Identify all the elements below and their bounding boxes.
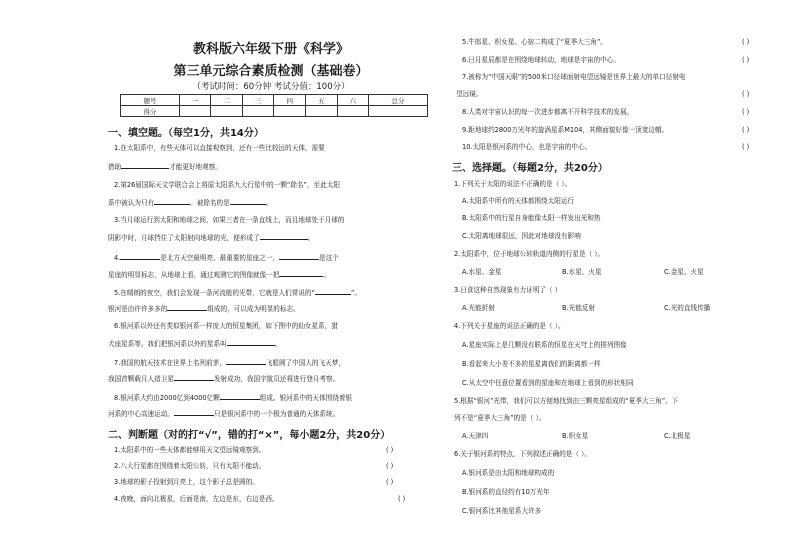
choice-question-cont: 列不是“夏季大三角”的是（ ）。: [454, 414, 546, 422]
answer-blank[interactable]: [230, 197, 266, 205]
judge-item: 8.人类对宇宙认识的每一次进步都离不开科学技术的发展。: [462, 108, 634, 116]
exam-subtitle: 第三单元综合素质检测（基础卷）: [173, 64, 369, 79]
choice-question: 3.日食这种自然现象有力证明了（ ）: [454, 286, 562, 294]
judge-item: 6.日月星辰都是在围绕地球转动，地球是宇宙的中心。: [462, 56, 620, 64]
choice-option[interactable]: B.织女星: [562, 432, 589, 440]
q3-line-a: 3.当月球运行到太阳和地球之间，如果三者在一条直线上，而且地球处于月球的: [114, 216, 345, 224]
judge-answer-paren[interactable]: ( ): [386, 446, 394, 454]
choice-option[interactable]: A.天津四: [462, 432, 489, 440]
choice-option[interactable]: A.星座实际上是几颗没有联系的恒星在天穹上的排列图像: [462, 341, 627, 349]
choice-option[interactable]: A.银河系是由太阳和地球构成的: [462, 469, 555, 477]
choice-option[interactable]: B.光能反射: [562, 304, 595, 312]
answer-blank[interactable]: [260, 232, 308, 240]
answer-blank[interactable]: [167, 303, 207, 311]
exam-title: 教科版六年级下册《科学》: [192, 42, 349, 57]
section2-heading: 二、判断题（对的打“√”，错的打“×”，每小题2分，共20分）: [108, 430, 391, 441]
choice-option[interactable]: A.太阳系中所有的天体都围绕太阳运行: [462, 197, 574, 205]
q8-line-b: 河系的中心高速运动。 只是银河系中的一个极为普通的天体系统。: [108, 410, 340, 418]
score-table-header-row: [121, 95, 428, 106]
judge-item: 5.牛郎星、织女星、心宿二构成了“夏季大三角”。: [462, 38, 607, 46]
right-column: [452, 0, 782, 550]
choice-option[interactable]: B.银河系的直径约有10万光年: [462, 488, 550, 496]
q4-line-a: 4. 是北方天空最明亮、最重要的星座之一， 是这个: [114, 254, 339, 262]
choice-option[interactable]: A.光能折射: [462, 304, 495, 312]
judge-item: 10.太阳是银河系的中心，也是宇宙的中心。: [462, 143, 592, 151]
choice-option[interactable]: C.从太空中任意位置看到的星座和在地球上看到的形状相同: [462, 379, 634, 387]
choice-option[interactable]: B.看起来大小差不多的星星离我们的距离都一样: [462, 360, 601, 368]
choice-option[interactable]: C.太阳离地球很远，因此对地球没有影响: [462, 232, 581, 240]
choice-option[interactable]: C.金星、火星: [664, 268, 704, 276]
section3-heading: 三、选择题。（每题2分，共20分）: [452, 163, 608, 174]
q7-line-a: 7.我国的航天技术在世界上名列前茅， 飞船圆了中国人的飞天梦，: [114, 359, 345, 367]
score-input-cell[interactable]: [211, 106, 243, 117]
judge-item-cont: 望远镜。: [456, 90, 483, 98]
judge-item: 9.距地球约2800万光年的旋涡星系M104，其侧面貌好像一顶宽边帽。: [462, 126, 669, 134]
choice-question: 5.根据“银河”光带，我们可以方便地找到由三颗亮星组成的“夏季大三角”。下: [454, 397, 679, 405]
score-cell: 总分: [369, 95, 428, 106]
choice-option[interactable]: B.太阳系中的行星自身能像太阳一样发出光和热: [462, 214, 601, 222]
q7-line-b: 我国首颗载月人造卫星 发射成功，我国宇航员还将进行登月考察。: [108, 375, 340, 383]
left-column: [108, 0, 434, 550]
q5-line-b: 银河是由许许多多的 组成的，可以成为明显的标志。: [108, 305, 300, 313]
judge-answer-paren[interactable]: ( ): [386, 478, 394, 486]
judge-item: 7.被称为“中国天眼”的500米口径球面射电望远镜是世界上最大的单口径射电: [462, 73, 686, 81]
answer-blank[interactable]: [220, 392, 260, 400]
section1-heading: 一、填空题。（每空1分，共14分）: [108, 128, 264, 139]
choice-question: 6.关于银河系的特点，下列叙述正确的是（ ）。: [454, 450, 591, 458]
score-cell: 二: [211, 95, 243, 106]
choice-option[interactable]: C.北极星: [664, 432, 691, 440]
answer-blank[interactable]: [279, 269, 323, 277]
answer-blank[interactable]: [121, 161, 169, 169]
q8-line-a: 8.银河系大约由2000亿到4000亿颗 组成。银河系中的天体围绕着银: [114, 394, 353, 402]
judge-answer-paren[interactable]: ( ): [386, 462, 394, 470]
q1-line-b: 借助 才能更好地观察。: [108, 163, 222, 171]
score-input-cell[interactable]: [337, 106, 369, 117]
q5-line-a: 5.在晴朗的夜空，我们会发现一条河流般的光带，它就是人们常说的“ ”。: [114, 289, 361, 297]
choice-question: 4.下列关于星座的说法正确的是（ ）。: [454, 322, 565, 330]
answer-blank[interactable]: [154, 197, 190, 205]
score-table: [120, 94, 428, 117]
score-cell: 三: [242, 95, 274, 106]
score-cell: 四: [274, 95, 306, 106]
answer-blank[interactable]: [174, 373, 214, 381]
score-input-cell[interactable]: [306, 106, 338, 117]
answer-blank[interactable]: [120, 252, 160, 260]
judge-answer-paren[interactable]: ( ): [742, 90, 750, 98]
judge-answer-paren[interactable]: ( ): [742, 143, 750, 151]
judge-item: 3.地球的影子投射到月亮上，这个影子总是圆的。: [114, 478, 259, 486]
q6-line-b: 犬座星系等。我们把银河系以外的星系叫 。: [108, 340, 282, 348]
answer-blank[interactable]: [315, 287, 351, 295]
score-input-cell[interactable]: [242, 106, 274, 117]
judge-answer-paren[interactable]: ( ): [742, 38, 750, 46]
score-input-cell[interactable]: [179, 106, 211, 117]
q4-line-b: 星座的明显标志，从地球上看，通过观测它的图像就像一把 。: [108, 271, 331, 279]
choice-question: 2.太阳系中，位于地球公转轨道内侧的行星是（ ）。: [454, 250, 605, 258]
judge-answer-paren[interactable]: ( ): [398, 495, 406, 503]
q6-line-a: 6.银河系以外还有类似银河系一样庞大的恒星集团，如下图中的仙女星系，猎: [114, 322, 338, 330]
exam-info: （考试时间：60分钟 考试分值：100分）: [192, 82, 350, 92]
choice-option[interactable]: C.光的直线传播: [664, 304, 711, 312]
judge-item: 1.太阳系中的一些天体都能够用天文望远镜观察到。: [114, 446, 266, 454]
q2-line-a: 2.第26届国际天文学联合会上将原太阳系九大行星中的一颗“除名”，至此太阳: [114, 181, 340, 189]
choice-option[interactable]: C.银河系比其他星系大许多: [462, 507, 542, 515]
score-cell: 五: [306, 95, 338, 106]
score-cell: 一: [179, 95, 211, 106]
judge-answer-paren[interactable]: ( ): [742, 126, 750, 134]
choice-option[interactable]: A.水星、金星: [462, 268, 502, 276]
judge-answer-paren[interactable]: ( ): [742, 108, 750, 116]
answer-blank[interactable]: [279, 252, 319, 260]
score-input-cell[interactable]: [369, 106, 428, 117]
answer-blank[interactable]: [226, 357, 266, 365]
q3-line-b: 阴影中时，月球挡住了太阳射向地球的光，便形成了 。: [108, 234, 315, 242]
answer-blank[interactable]: [174, 408, 214, 416]
score-cell: 六: [337, 95, 369, 106]
choice-question: 1.下列关于太阳的说法不正确的是（ ）。: [454, 180, 572, 188]
judge-answer-paren[interactable]: ( ): [742, 56, 750, 64]
q1-line-a: 1.在太阳系中，有些天体可以直接观察到，还有一些比较远的天体，需要: [114, 144, 325, 152]
score-cell: 得分: [121, 106, 180, 117]
judge-item: 2.八大行星都在围绕着太阳公转，只有太阳不能动。: [114, 462, 266, 470]
score-cell: 题号: [121, 95, 180, 106]
score-input-cell[interactable]: [274, 106, 306, 117]
answer-blank[interactable]: [227, 338, 275, 346]
judge-item: 4.夜晚，面向北极星，后面是南，左边是东，右边是西。: [114, 495, 279, 503]
q2-line-b: 系中被认为只有 。被除名的是 。: [108, 199, 273, 207]
score-table-score-row: [121, 106, 428, 117]
choice-option[interactable]: B.水星、火星: [562, 268, 602, 276]
